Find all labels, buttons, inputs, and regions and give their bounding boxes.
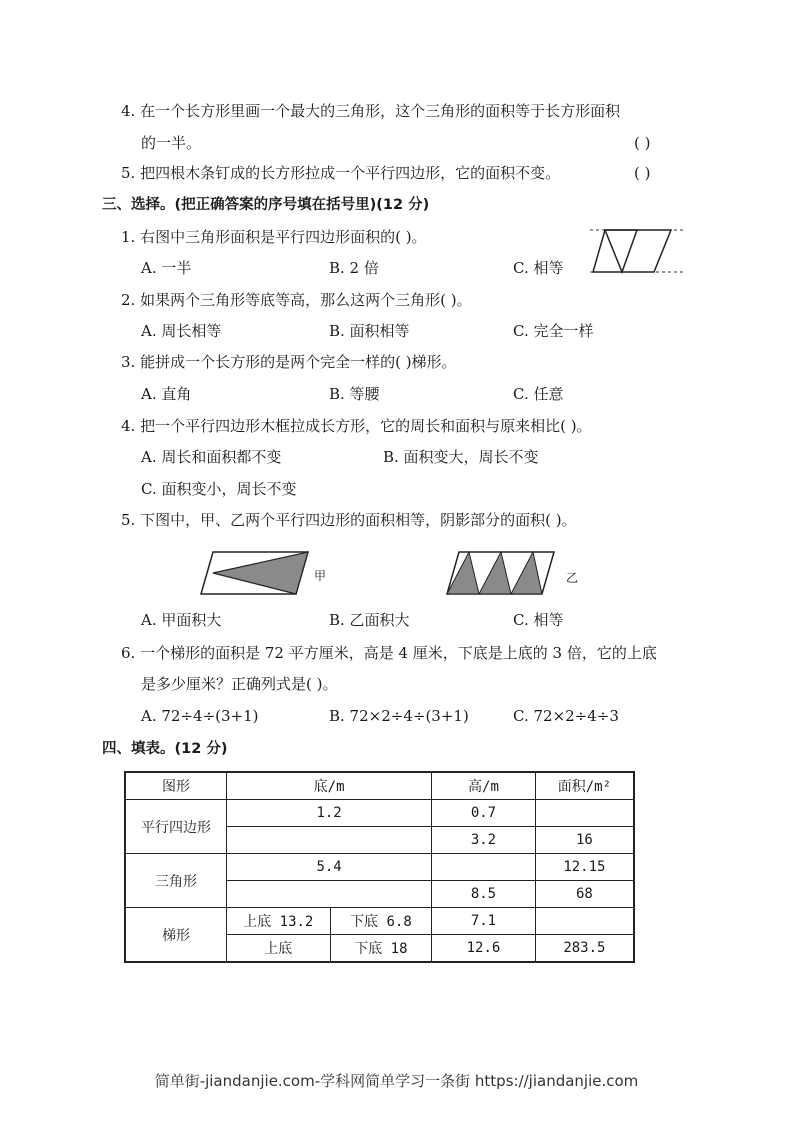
judge-q4-line1: 4. 在一个长方形里画一个最大的三角形，这个三角形的面积等于长方形面积 [121,102,621,120]
table-row [125,854,634,881]
choice-q6-option-b[interactable]: B. 72×2÷4÷(3+1) [329,707,469,725]
choice-q6-option-a[interactable]: A. 72÷4÷(3+1) [141,707,259,725]
tri-r1-height[interactable] [432,854,536,881]
choice-q4-option-a[interactable]: A. 周长和面积都不变 [141,448,282,466]
choice-q4-option-b[interactable]: B. 面积变大，周长不变 [383,448,539,466]
judge-q5-text: 5. 把四根木条钉成的长方形拉成一个平行四边形，它的面积不变。 [121,164,561,182]
row-name-triangle: 三角形 [125,854,227,908]
label-yi: 乙 [566,571,579,585]
choice-q6-line1: 6. 一个梯形的面积是 72 平方厘米，高是 4 厘米，下底是上底的 3 倍，它的上底 [121,644,657,662]
para-r2-area[interactable]: 16 [535,827,634,854]
label-jia: 甲 [314,569,327,583]
fill-table [124,771,635,963]
row-name-trapezoid: 梯形 [125,908,227,963]
trap-r2-height[interactable]: 12.6 [432,935,536,963]
trap-r2-bottom[interactable]: 下底 18 [330,935,432,963]
row-name-parallelogram: 平行四边形 [125,800,227,854]
judge-q5-answer-paren[interactable]: ( ) [634,164,651,182]
choice-q2-option-b[interactable]: B. 面积相等 [329,322,410,340]
tri-r2-height[interactable]: 8.5 [432,881,536,908]
choice-q5-option-b[interactable]: B. 乙面积大 [329,611,410,629]
choice-q4-option-c[interactable]: C. 面积变小，周长不变 [141,480,297,498]
section-3-title: 三、选择。(把正确答案的序号填在括号里)(12 分) [102,197,430,213]
tri-r2-base[interactable] [227,881,432,908]
para-r1-area[interactable] [535,800,634,827]
choice-q3-option-c[interactable]: C. 任意 [513,385,564,403]
q1-parallelogram-triangle-figure [590,226,686,276]
tri-r1-area[interactable]: 12.15 [535,854,634,881]
choice-q1-text: 1. 右图中三角形面积是平行四边形面积的( )。 [121,228,427,246]
choice-q5-text: 5. 下图中，甲、乙两个平行四边形的面积相等，阴影部分的面积( )。 [121,511,577,529]
trap-r2-area[interactable]: 283.5 [535,935,634,963]
trap-r1-bottom[interactable]: 下底 6.8 [330,908,432,935]
section-4-title: 四、填表。(12 分) [102,741,228,757]
choice-q5-option-a[interactable]: A. 甲面积大 [141,611,222,629]
para-r2-height[interactable]: 3.2 [432,827,536,854]
choice-q6-line2: 是多少厘米？正确列式是( )。 [141,675,338,693]
trap-r1-area[interactable] [535,908,634,935]
choice-q1-option-b[interactable]: B. 2 倍 [329,259,379,277]
header-height: 高/m [432,772,536,800]
header-area: 面积/m² [535,772,634,800]
table-row [125,908,634,935]
header-base: 底/m [227,772,432,800]
choice-q5-option-c[interactable]: C. 相等 [513,611,564,629]
choice-q2-option-c[interactable]: C. 完全一样 [513,322,594,340]
choice-q1-option-a[interactable]: A. 一半 [141,259,192,277]
choice-q2-option-a[interactable]: A. 周长相等 [141,322,222,340]
choice-q4-text: 4. 把一个平行四边形木框拉成长方形，它的周长和面积与原来相比( )。 [121,417,592,435]
tri-r1-base[interactable]: 5.4 [227,854,432,881]
q5-figure-yi [446,550,556,596]
q5-figure-jia [200,550,310,596]
para-r1-height[interactable]: 0.7 [432,800,536,827]
table-header-row [125,772,634,800]
judge-q4-answer-paren[interactable]: ( ) [634,134,651,152]
para-r1-base[interactable]: 1.2 [227,800,432,827]
table-row [125,800,634,827]
choice-q3-text: 3. 能拼成一个长方形的是两个完全一样的( )梯形。 [121,353,457,371]
header-shape: 图形 [125,772,227,800]
page-footer-watermark: 简单街-jiandanjie.com-学科网简单学习一条街 https://jiandanjie.com [154,1072,639,1090]
judge-q4-line2: 的一半。 [141,134,202,152]
choice-q1-option-c[interactable]: C. 相等 [513,259,564,277]
tri-r2-area[interactable]: 68 [535,881,634,908]
trap-r2-top[interactable]: 上底 [227,935,331,963]
para-r2-base[interactable] [227,827,432,854]
trap-r1-height[interactable]: 7.1 [432,908,536,935]
choice-q2-text: 2. 如果两个三角形等底等高，那么这两个三角形( )。 [121,291,472,309]
choice-q6-option-c[interactable]: C. 72×2÷4÷3 [513,707,619,725]
choice-q3-option-a[interactable]: A. 直角 [141,385,192,403]
choice-q3-option-b[interactable]: B. 等腰 [329,385,380,403]
trap-r1-top[interactable]: 上底 13.2 [227,908,331,935]
